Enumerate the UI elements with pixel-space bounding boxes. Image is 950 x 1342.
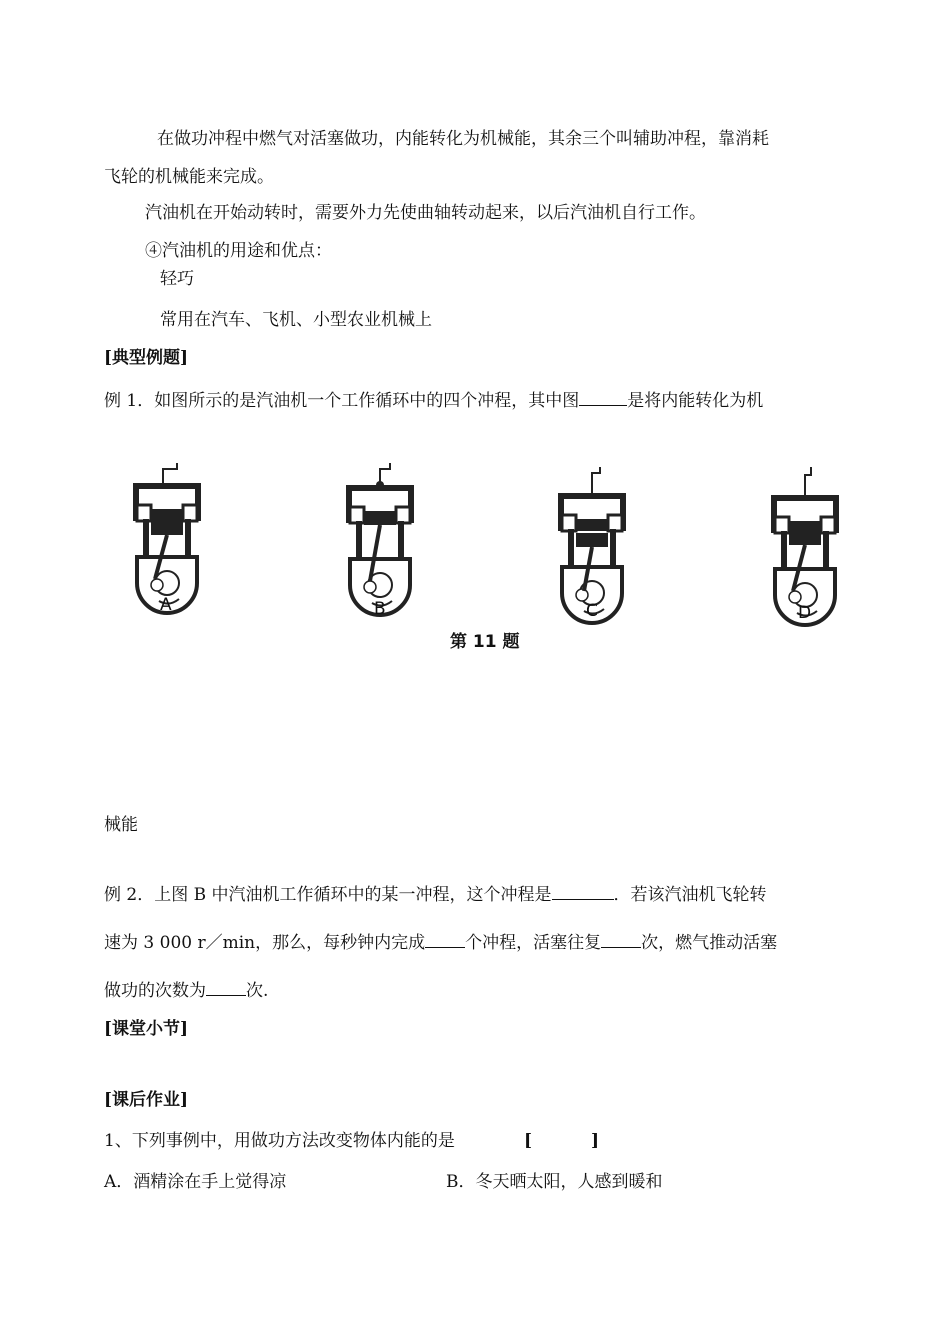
figure-label-c: C bbox=[586, 601, 598, 621]
example2-line2 bbox=[104, 931, 777, 954]
example1-answer-blank[interactable] bbox=[579, 389, 627, 406]
homework-q1-bracket-open: [ bbox=[524, 1131, 533, 1151]
paragraph-applications: 常用在汽车、飞机、小型农业机械上 bbox=[160, 310, 432, 330]
example2-text: 例 2．上图 B 中汽油机工作循环中的某一冲程，这个冲程是 bbox=[104, 885, 552, 905]
example1-text-after: 是将内能转化为机 bbox=[627, 391, 764, 411]
engine-strokes-drawing bbox=[100, 455, 860, 655]
paragraph-power-stroke-cont: 飞轮的机械能来完成。 bbox=[104, 167, 274, 187]
example2-text: 次. bbox=[246, 981, 269, 1001]
example1-continuation: 械能 bbox=[104, 815, 138, 835]
example2-line1 bbox=[104, 883, 767, 906]
examples-heading: [典型例题] bbox=[104, 348, 189, 368]
example2-text: 做功的次数为 bbox=[104, 981, 206, 1001]
summary-heading: [课堂小节] bbox=[104, 1019, 189, 1039]
homework-heading: [课后作业] bbox=[104, 1090, 189, 1110]
example2-text: 速为 3 000 r／min，那么，每秒钟内完成 bbox=[104, 933, 426, 953]
paragraph-uses-heading: ④汽油机的用途和优点： bbox=[145, 241, 332, 261]
example2-work-blank[interactable] bbox=[206, 979, 246, 996]
homework-q1-option-a: A．酒精涂在手上觉得凉 bbox=[104, 1172, 287, 1192]
example2-text: 个冲程，活塞往复 bbox=[465, 933, 602, 953]
example2-stroke-blank[interactable] bbox=[552, 883, 614, 900]
figure-label-d: D bbox=[798, 603, 812, 623]
paragraph-starting: 汽油机在开始动转时，需要外力先使曲轴转动起来，以后汽油机自行工作。 bbox=[145, 203, 706, 223]
figure-label-b: B bbox=[374, 599, 386, 619]
example2-text: 次，燃气推动活塞 bbox=[641, 933, 778, 953]
example1-text-before: 例 1．如图所示的是汽油机一个工作循环中的四个冲程，其中图 bbox=[104, 391, 580, 411]
example2-text: ．若该汽油机飞轮转 bbox=[613, 885, 767, 905]
example1-text bbox=[104, 389, 763, 412]
example2-strokes-blank[interactable] bbox=[425, 931, 465, 948]
paragraph-power-stroke: 在做功冲程中燃气对活塞做功，内能转化为机械能，其余三个叫辅助冲程，靠消耗 bbox=[157, 129, 769, 149]
homework-q1-option-b: B．冬天晒太阳，人感到暖和 bbox=[446, 1172, 663, 1192]
figure-label-a: A bbox=[160, 595, 172, 615]
figure-caption: 第 11 题 bbox=[450, 632, 520, 652]
example2-piston-blank[interactable] bbox=[601, 931, 641, 948]
example2-line3 bbox=[104, 979, 268, 1002]
homework-q1: 1、下列事例中，用做功方法改变物体内能的是 bbox=[104, 1131, 455, 1151]
homework-q1-bracket-close: ] bbox=[591, 1131, 600, 1151]
engine-strokes-figure bbox=[100, 455, 860, 655]
paragraph-lightweight: 轻巧 bbox=[160, 269, 194, 289]
